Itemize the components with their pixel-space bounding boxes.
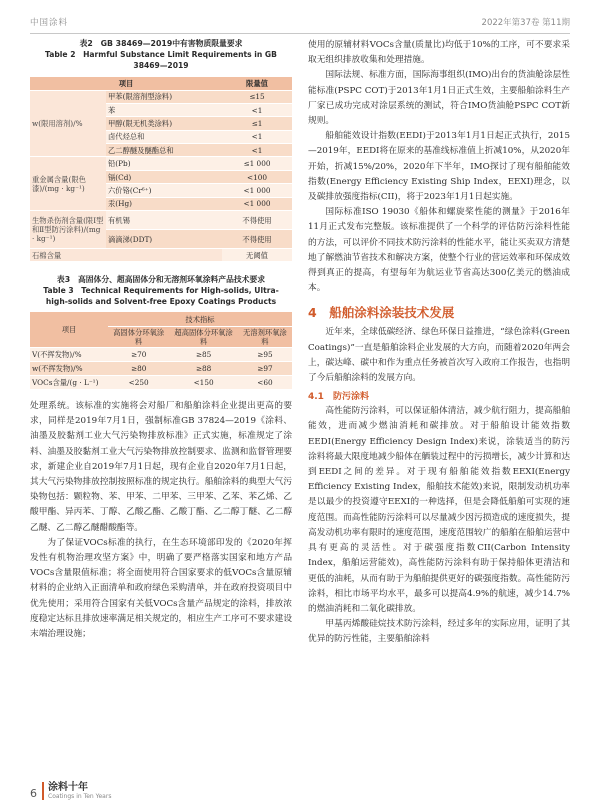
table-row: [30, 90, 292, 103]
body-paragraph: 国际法规、标准方面，国际海事组织(IMO)出台的货油舱涂层性能标准(PSPC COT)于2013年1月1日正式生效，主要船舶涂料生产厂家已成功完成对涂层系统的测试，符合IMO货油舱PSPC COT新规则。: [308, 70, 570, 127]
body-paragraph: 处理系统。该标准的实施将会对船厂和船舶涂料企业提出更高的要求，同样是2019年7月1日，强制标准GB 37824—2019《涂料、油墨及胶黏剂工业大气污染物排放标准》正式实施，标准规定了涂料、油墨及胶黏剂工业大气污染物排放控制要求、监测和监督管理要求，新建企业自2019年7月1日起，现有企业自2020年7月1日起，其大气污染物排放控制按照标准的规定执行。船舶涂料的典型大气污染物包括：颗粒物、苯、甲苯、二甲苯、三甲苯、乙苯、苯乙烯、乙酸甲酯、异丙苯、丁醇、乙酸乙酯、乙酸丁酯、乙二醇丁醚、乙二醇乙醚、乙二醇乙醚醋酸酯等。: [30, 400, 292, 533]
table3-row-label: VOCs含量/(g · L⁻¹): [30, 375, 108, 389]
table3-title-cn: 表3 高固体分、超高固体分和无溶剂环氧涂料产品技术要求: [56, 275, 266, 285]
table2-value: 不得使用: [222, 211, 292, 230]
body-paragraph: 甲基丙烯酸硅烷技术防污涂料，经过多年的实际应用，证明了其优异的防污性能，主要船舶涂料: [308, 619, 570, 645]
table2-cell: 六价铬(Cr⁶⁺): [106, 184, 222, 197]
table2-cell: 汞(Hg): [106, 197, 222, 210]
table2-head-item: 项目: [30, 77, 222, 90]
table3-value: ≥70: [108, 347, 169, 361]
table2: [30, 77, 292, 262]
table3-title-en: Table 3 Technical Requirements for High-solids, Ultra-high-solids and Solvent-free Epoxy Coatings Products: [43, 286, 279, 307]
table2-group-label: 生物杀伤剂含量(限Ⅰ型和Ⅱ型防污涂料)/(mg · kg⁻¹): [30, 211, 106, 249]
table2-value: <1 000: [222, 184, 292, 197]
table2-value: ≤1: [222, 117, 292, 130]
table3-value: <250: [108, 375, 169, 389]
body-paragraph: 近年来，全球低碳经济、绿色环保日益推进，“绿色涂料(Green Coatings)”一直是船舶涂料企业发展的大方向，而随着2020年两会上，碳达峰、碳中和作为重点任务被首次写入政府工作报告，也指明了今后船舶涂料的发展方向。: [308, 327, 570, 384]
footer-accent-bar: [42, 782, 44, 800]
subsection-heading: 4.1 防污涂料: [308, 392, 369, 403]
body-paragraph: 船舶能效设计指数(EEDI)于2013年1月1日起正式执行，2015—2019年，EEDI将在原来的基准线标准值上折减10%，从2020年开始，折减15%/20%，2020年下半年，IMO探讨了现有船舶能效指数(Energy Efficiency Existing Ship Index，EEXI)理念，以及碳排放强度指标(CII)，将于2023年1月1日起实施。: [308, 131, 570, 203]
table2-title-en: Table 2 Harmful Substance Limit Requirements in GB 38469—2019: [45, 50, 277, 70]
table-row: [30, 211, 292, 230]
table-row: [30, 361, 292, 375]
body-paragraph: 国际标准ISO 19030《船体和螺旋桨性能的测量》于2016年11月正式发布完整版。该标准提供了一个科学的评估防污涂料性能的方法，可以评价不同技术防污涂料的性能水平，能让买卖双方清楚地了解燃油节省技术和解决方案，使整个行业的营运效率和环保成效得到真正的提高，有望每年为航运业节省高达300亿美元的燃油成本。: [308, 207, 570, 294]
table2-cell: 甲醇(限无机类涂料): [106, 117, 222, 130]
table2-value: ≤1 000: [222, 157, 292, 170]
table3-value: ≥95: [238, 347, 292, 361]
section-heading: 4 船舶涂料涂装技术发展: [308, 305, 455, 321]
table3-value: <150: [169, 375, 237, 389]
table3-value: ≥85: [169, 347, 237, 361]
right-column: [308, 38, 570, 648]
table2-value: <1 000: [222, 197, 292, 210]
table2-cell: 苯: [106, 103, 222, 116]
table3-value: <60: [238, 375, 292, 389]
table3-value: ≥88: [169, 361, 237, 375]
table2-head-limit: 限量值: [222, 77, 292, 90]
magazine-name-cn: 涂料十年: [48, 782, 88, 793]
table3-col-head: 高固体分环氧涂料: [108, 326, 169, 347]
table3-value: ≥80: [108, 361, 169, 375]
table2-cell: 甲苯(限溶剂型涂料): [106, 90, 222, 103]
table2-cell: 滴滴涕(DDT): [106, 230, 222, 249]
table2-value: <1: [222, 103, 292, 116]
table-row: [30, 157, 292, 170]
body-paragraph: 高性能防污涂料，可以保证船体清洁，减少航行阻力，提高船舶能效，进而减少燃油消耗和碳排放。对于船舶设计能效指数EEDI(Energy Efficiency Design Index)来说，涂装适当的防污涂料将最大限度地减少船体在舾装过程中的污损增长，减少计算和达到EEDI之间的差异。对于现有船舶能效指数EEXI(Energy Efficiency Existing Index，船舶技术能效)来说，限制发动机功率是以最少的投资遵守EEXI的一种选择，但是会降低船舶可实现的速度范围。而高性能防污涂料可以尽量减少因污损造成的速度损失，提高发动机功率有限时的速度范围，速度范围较广的船舶在船舶运营中具有更高的灵活性。对于碳强度指数CII(Carbon Intensity Index，船舶运营能效)，高性能防污涂料有助于保持船体更清洁和更低的油耗，从而有助于为船舶提供更好的碳强度指数。高性能防污涂料，相比市场平均水平，最多可以提高4.9%的航速，减少14.7%的燃油消耗和二氧化碳排放。: [308, 406, 570, 614]
table2-cell: 乙二醇醚及醚酯总和: [106, 144, 222, 157]
table2-value: 无阈值: [222, 249, 292, 262]
table3: [30, 312, 292, 390]
table3-row-label: w(不挥发物)/%: [30, 361, 108, 375]
body-paragraph: 为了保证VOCs标准的执行，在生态环境部印发的《2020年挥发性有机物治理攻坚方案》中，明确了要严格落实国家和地方产品VOCs含量限值标准；将全面使用符合国家要求的低VOCs含量原辅材料的企业纳入正面清单和政府绿色采购清单，并在政府投资项目中优先使用；采用符合国家有关低VOCs含量产品规定的涂料，排放浓度稳定达标且排放速率满足相关规定的，相应生产工序可不要求建设末端治理设施；: [30, 537, 292, 639]
table2-group-label: w(限用溶剂)/%: [30, 90, 106, 157]
table2-title-cn: 表2 GB 38469—2019中有害物质限量要求: [79, 39, 243, 48]
table3-value: ≥97: [238, 361, 292, 375]
table3-head-group: 技术指标: [108, 312, 292, 326]
table2-value: <100: [222, 170, 292, 183]
table2-cell: 石棉含量: [30, 249, 222, 262]
table3-head-item: 项目: [30, 312, 108, 347]
journal-name: 中国涂料: [30, 18, 69, 28]
page-footer: [30, 782, 111, 800]
issue-info: 2022年第37卷 第11期: [481, 18, 570, 28]
page-number: 6: [30, 787, 37, 800]
table-row: [30, 347, 292, 361]
table2-value: 不得使用: [222, 230, 292, 249]
table3-col-head: 无溶剂环氧涂料: [238, 326, 292, 347]
table2-group-label: 重金属含量(限色漆)/(mg · kg⁻¹): [30, 157, 106, 211]
header-rule: [30, 33, 570, 34]
table-row: [30, 375, 292, 389]
table2-cell: 有机锡: [106, 211, 222, 230]
table2-cell: 卤代烃总和: [106, 130, 222, 143]
table3-col-head: 超高固体分环氧涂料: [169, 326, 237, 347]
body-paragraph: 使用的原辅材料VOCs含量(质量比)均低于10%的工序，可不要求采取无组织排放收集和处理措施。: [308, 40, 570, 66]
magazine-name-en: Coatings in Ten Years: [48, 793, 112, 800]
table2-cell: 镉(Cd): [106, 170, 222, 183]
table2-value: <1: [222, 130, 292, 143]
magazine-logo: [48, 782, 111, 800]
table-row: [30, 249, 292, 262]
table2-value: <1: [222, 144, 292, 157]
table3-row-label: V(不挥发物)/%: [30, 347, 108, 361]
left-column: [30, 38, 292, 642]
table2-value: ≤15: [222, 90, 292, 103]
table2-cell: 铅(Pb): [106, 157, 222, 170]
